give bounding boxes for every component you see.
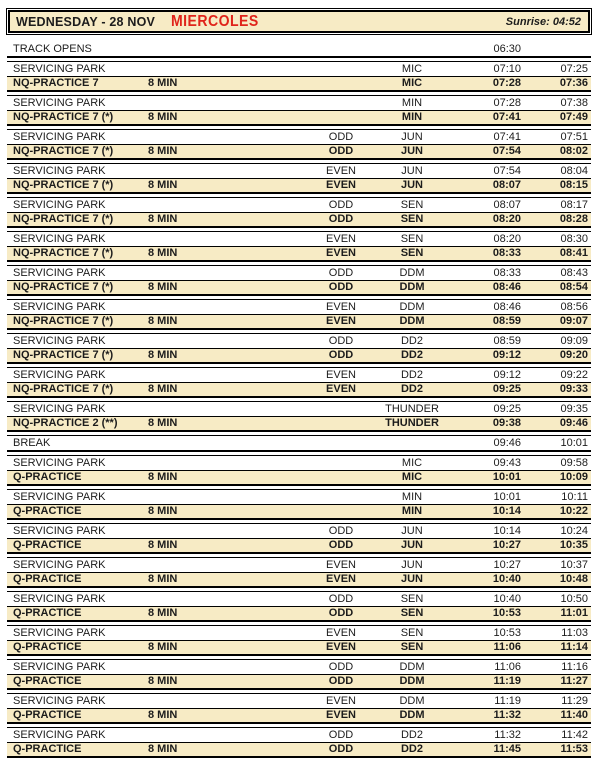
schedule-row: [7, 348, 591, 362]
schedule-row: [7, 694, 591, 708]
start-time-cell: 08:33: [493, 266, 521, 279]
category-cell: MIN: [401, 505, 423, 517]
duration-cell: 8 MIN: [148, 213, 178, 225]
parity-cell: ODD: [328, 130, 354, 143]
schedule-row: [7, 198, 591, 212]
category-cell: THUNDER: [385, 402, 439, 415]
activity-cell: TRACK OPENS: [13, 42, 92, 55]
schedule-group: [7, 265, 591, 296]
start-time-cell: 08:59: [492, 315, 521, 327]
activity-cell: SERVICING PARK: [13, 300, 106, 313]
start-time-cell: 06:30: [493, 42, 521, 55]
schedule-row: [7, 368, 591, 382]
schedule-group: [7, 299, 591, 330]
category-cell: JUN: [400, 573, 423, 585]
schedule-group: [7, 489, 591, 520]
start-time-cell: 09:12: [493, 368, 521, 381]
start-time-cell: 08:20: [493, 232, 521, 245]
category-cell: DDM: [399, 266, 425, 279]
activity-cell: NQ-PRACTICE 7 (*): [13, 281, 114, 293]
schedule-row: [7, 538, 591, 552]
activity-cell: SERVICING PARK: [13, 164, 106, 177]
category-cell: DD2: [400, 334, 423, 347]
schedule-group: [7, 557, 591, 588]
schedule-group: [7, 129, 591, 160]
activity-cell: Q-PRACTICE: [13, 505, 82, 517]
end-time-cell: 11:27: [560, 675, 588, 687]
end-time-cell: 08:17: [560, 198, 588, 211]
parity-cell: ODD: [328, 266, 354, 279]
start-time-cell: 11:32: [494, 728, 521, 741]
category-cell: JUN: [400, 145, 423, 157]
schedule-row: [7, 660, 591, 674]
parity-cell: EVEN: [326, 383, 356, 395]
category-cell: JUN: [400, 179, 423, 191]
activity-cell: NQ-PRACTICE 7: [13, 77, 99, 89]
start-time-cell: 10:14: [493, 524, 521, 537]
category-cell: SEN: [400, 247, 424, 259]
end-time-cell: 10:11: [561, 490, 588, 503]
parity-cell: EVEN: [326, 709, 356, 721]
schedule-row: [7, 164, 591, 178]
category-cell: SEN: [400, 641, 424, 653]
activity-cell: NQ-PRACTICE 7 (*): [13, 349, 114, 361]
schedule-row: [7, 246, 591, 260]
end-time-cell: 10:37: [560, 558, 588, 571]
parity-cell: ODD: [328, 349, 354, 361]
parity-cell: ODD: [328, 675, 354, 687]
end-time-cell: 09:07: [559, 315, 588, 327]
activity-cell: SERVICING PARK: [13, 232, 106, 245]
activity-cell: SERVICING PARK: [13, 592, 106, 605]
parity-cell: ODD: [328, 281, 354, 293]
category-cell: DD2: [400, 383, 423, 395]
activity-cell: SERVICING PARK: [13, 694, 106, 707]
activity-cell: NQ-PRACTICE 7 (*): [13, 111, 114, 123]
category-cell: SEN: [400, 232, 424, 245]
activity-cell: SERVICING PARK: [13, 266, 106, 279]
schedule-row: [7, 144, 591, 158]
parity-cell: EVEN: [326, 694, 356, 707]
duration-cell: 8 MIN: [148, 247, 178, 259]
end-time-cell: 07:25: [560, 62, 588, 75]
end-time-cell: 09:22: [560, 368, 588, 381]
duration-cell: 8 MIN: [148, 77, 178, 89]
category-cell: DDM: [399, 675, 425, 687]
start-time-cell: 08:46: [493, 300, 521, 313]
start-time-cell: 08:20: [492, 213, 521, 225]
parity-cell: ODD: [328, 334, 354, 347]
start-time-cell: 09:12: [492, 349, 521, 361]
start-time-cell: 09:46: [493, 436, 521, 449]
activity-cell: NQ-PRACTICE 7 (*): [13, 247, 114, 259]
activity-cell: SERVICING PARK: [13, 198, 106, 211]
activity-cell: NQ-PRACTICE 7 (*): [13, 315, 114, 327]
start-time-cell: 10:14: [492, 505, 521, 517]
category-cell: DD2: [400, 728, 423, 741]
start-time-cell: 07:28: [492, 77, 521, 89]
duration-cell: 8 MIN: [148, 417, 178, 429]
end-time-cell: 10:09: [559, 471, 588, 483]
end-time-cell: 10:48: [559, 573, 588, 585]
start-time-cell: 11:06: [493, 641, 521, 653]
activity-cell: SERVICING PARK: [13, 660, 106, 673]
category-cell: DD2: [400, 368, 423, 381]
schedule-group: [7, 693, 591, 724]
parity-cell: EVEN: [326, 573, 356, 585]
schedule-group: [7, 659, 591, 690]
end-time-cell: 08:04: [560, 164, 588, 177]
category-cell: MIC: [401, 471, 423, 483]
end-time-cell: 09:33: [559, 383, 588, 395]
start-time-cell: 08:33: [492, 247, 521, 259]
activity-cell: SERVICING PARK: [13, 558, 106, 571]
start-time-cell: 10:53: [493, 626, 521, 639]
activity-cell: Q-PRACTICE: [13, 607, 82, 619]
category-cell: MIC: [401, 62, 423, 75]
header-bar: [8, 10, 590, 33]
schedule-group: [7, 727, 591, 758]
parity-cell: ODD: [328, 728, 354, 741]
schedule-row: [7, 592, 591, 606]
start-time-cell: 10:01: [492, 471, 521, 483]
category-cell: MIC: [401, 77, 423, 89]
activity-cell: Q-PRACTICE: [13, 709, 82, 721]
schedule-group: [7, 197, 591, 228]
schedule-group: [7, 523, 591, 554]
activity-cell: Q-PRACTICE: [13, 471, 82, 483]
activity-cell: SERVICING PARK: [13, 490, 106, 503]
end-time-cell: 10:24: [560, 524, 588, 537]
duration-cell: 8 MIN: [148, 709, 178, 721]
activity-cell: NQ-PRACTICE 7 (*): [13, 383, 114, 395]
parity-cell: EVEN: [326, 641, 356, 653]
schedule-row: [7, 42, 591, 56]
parity-cell: ODD: [328, 524, 354, 537]
start-time-cell: 11:06: [494, 660, 521, 673]
duration-cell: 8 MIN: [148, 111, 178, 123]
schedule-group: [7, 333, 591, 364]
schedule-row: [7, 300, 591, 314]
end-time-cell: 09:58: [560, 456, 588, 469]
end-time-cell: 08:54: [559, 281, 588, 293]
schedule-row: [7, 314, 591, 328]
parity-cell: ODD: [328, 743, 354, 755]
start-time-cell: 07:28: [493, 96, 521, 109]
start-time-cell: 11:19: [493, 675, 521, 687]
end-time-cell: 09:46: [559, 417, 588, 429]
schedule-row: [7, 728, 591, 742]
end-time-cell: 10:22: [559, 505, 588, 517]
category-cell: JUN: [401, 524, 423, 537]
start-time-cell: 09:25: [493, 402, 521, 415]
parity-cell: ODD: [328, 198, 354, 211]
start-time-cell: 08:07: [492, 179, 521, 191]
end-time-cell: 11:40: [560, 709, 588, 721]
category-cell: JUN: [401, 164, 423, 177]
category-cell: MIC: [401, 456, 423, 469]
schedule-table: [7, 42, 591, 758]
category-cell: JUN: [401, 130, 423, 143]
start-time-cell: 10:40: [493, 592, 521, 605]
parity-cell: EVEN: [326, 232, 356, 245]
end-time-cell: 11:29: [561, 694, 588, 707]
end-time-cell: 11:53: [560, 743, 588, 755]
duration-cell: 8 MIN: [148, 471, 178, 483]
end-time-cell: 08:56: [560, 300, 588, 313]
schedule-group: [7, 401, 591, 432]
duration-cell: 8 MIN: [148, 281, 178, 293]
parity-cell: EVEN: [326, 315, 356, 327]
parity-cell: EVEN: [326, 164, 356, 177]
category-cell: MIN: [401, 96, 423, 109]
parity-cell: EVEN: [326, 626, 356, 639]
end-time-cell: 08:43: [560, 266, 588, 279]
day-title-spanish: MIERCOLES: [171, 12, 259, 30]
parity-cell: EVEN: [326, 247, 356, 259]
schedule-row: [7, 674, 591, 688]
schedule-row: [7, 708, 591, 722]
schedule-group: [7, 367, 591, 398]
start-time-cell: 09:38: [492, 417, 521, 429]
schedule-group: [7, 42, 591, 58]
category-cell: DDM: [399, 300, 425, 313]
schedule-row: [7, 76, 591, 90]
end-time-cell: 08:30: [560, 232, 588, 245]
category-cell: DD2: [400, 349, 423, 361]
end-time-cell: 11:14: [560, 641, 588, 653]
category-cell: THUNDER: [385, 417, 439, 429]
schedule-row: [7, 212, 591, 226]
start-time-cell: 07:54: [493, 164, 521, 177]
start-time-cell: 08:07: [493, 198, 521, 211]
category-cell: SEN: [400, 626, 424, 639]
schedule-group: [7, 95, 591, 126]
schedule-row: [7, 524, 591, 538]
activity-cell: SERVICING PARK: [13, 524, 106, 537]
activity-cell: SERVICING PARK: [13, 62, 106, 75]
duration-cell: 8 MIN: [148, 675, 178, 687]
end-time-cell: 07:49: [559, 111, 588, 123]
schedule-group: [7, 625, 591, 656]
duration-cell: 8 MIN: [148, 573, 178, 585]
schedule-group: [7, 163, 591, 194]
end-time-cell: 09:09: [560, 334, 588, 347]
schedule-row: [7, 130, 591, 144]
activity-cell: SERVICING PARK: [13, 456, 106, 469]
activity-cell: SERVICING PARK: [13, 130, 106, 143]
start-time-cell: 10:01: [493, 490, 521, 503]
category-cell: DD2: [400, 743, 423, 755]
start-time-cell: 11:19: [494, 694, 521, 707]
start-time-cell: 10:27: [492, 539, 521, 551]
duration-cell: 8 MIN: [148, 315, 178, 327]
activity-cell: Q-PRACTICE: [13, 675, 82, 687]
schedule-group: [7, 435, 591, 452]
parity-cell: ODD: [328, 145, 354, 157]
category-cell: DDM: [399, 315, 425, 327]
category-cell: DDM: [399, 660, 425, 673]
duration-cell: 8 MIN: [148, 349, 178, 361]
schedule-group: [7, 231, 591, 262]
end-time-cell: 11:16: [561, 660, 588, 673]
activity-cell: NQ-PRACTICE 7 (*): [13, 213, 114, 225]
duration-cell: 8 MIN: [148, 383, 178, 395]
start-time-cell: 11:32: [493, 709, 521, 721]
activity-cell: Q-PRACTICE: [13, 641, 82, 653]
start-time-cell: 08:59: [493, 334, 521, 347]
parity-cell: EVEN: [326, 300, 356, 313]
schedule-row: [7, 470, 591, 484]
start-time-cell: 10:40: [492, 573, 521, 585]
duration-cell: 8 MIN: [148, 145, 178, 157]
schedule-row: [7, 626, 591, 640]
activity-cell: Q-PRACTICE: [13, 573, 82, 585]
end-time-cell: 08:28: [559, 213, 588, 225]
parity-cell: ODD: [328, 607, 354, 619]
start-time-cell: 09:25: [492, 383, 521, 395]
activity-cell: NQ-PRACTICE 7 (*): [13, 179, 114, 191]
duration-cell: 8 MIN: [148, 743, 178, 755]
duration-cell: 8 MIN: [148, 179, 178, 191]
end-time-cell: 09:20: [559, 349, 588, 361]
category-cell: SEN: [400, 213, 424, 225]
category-cell: MIN: [401, 490, 423, 503]
schedule-row: [7, 606, 591, 620]
end-time-cell: 08:15: [559, 179, 588, 191]
category-cell: DDM: [399, 709, 425, 721]
schedule-row: [7, 334, 591, 348]
parity-cell: ODD: [328, 539, 354, 551]
duration-cell: 8 MIN: [148, 539, 178, 551]
activity-cell: Q-PRACTICE: [13, 743, 82, 755]
category-cell: SEN: [400, 607, 424, 619]
schedule-row: [7, 382, 591, 396]
end-time-cell: 11:03: [561, 626, 588, 639]
parity-cell: EVEN: [326, 179, 356, 191]
end-time-cell: 07:36: [559, 77, 588, 89]
day-title: WEDNESDAY - 28 NOV: [16, 14, 156, 29]
schedule-row: [7, 110, 591, 124]
schedule-row: [7, 640, 591, 654]
category-cell: SEN: [400, 592, 424, 605]
end-time-cell: 07:38: [560, 96, 588, 109]
schedule-group: [7, 455, 591, 486]
start-time-cell: 10:27: [493, 558, 521, 571]
schedule-row: [7, 742, 591, 756]
category-cell: MIN: [401, 111, 423, 123]
category-cell: DDM: [399, 694, 425, 707]
activity-cell: NQ-PRACTICE 2 (**): [13, 417, 118, 429]
category-cell: DDM: [399, 281, 425, 293]
end-time-cell: 08:02: [559, 145, 588, 157]
schedule-row: [7, 402, 591, 416]
schedule-row: [7, 504, 591, 518]
activity-cell: SERVICING PARK: [13, 402, 106, 415]
schedule-group: [7, 591, 591, 622]
schedule-group: [7, 61, 591, 92]
activity-cell: SERVICING PARK: [13, 334, 106, 347]
parity-cell: ODD: [328, 660, 354, 673]
end-time-cell: 07:51: [560, 130, 588, 143]
schedule-row: [7, 572, 591, 586]
parity-cell: EVEN: [326, 558, 356, 571]
activity-cell: SERVICING PARK: [13, 728, 106, 741]
schedule-row: [7, 62, 591, 76]
schedule-row: [7, 490, 591, 504]
parity-cell: ODD: [328, 592, 354, 605]
sunrise-label: Sunrise: 04:52: [505, 15, 581, 28]
schedule-row: [7, 416, 591, 430]
schedule-row: [7, 232, 591, 246]
start-time-cell: 07:10: [493, 62, 521, 75]
parity-cell: ODD: [328, 213, 354, 225]
activity-cell: BREAK: [13, 436, 51, 449]
duration-cell: 8 MIN: [148, 607, 178, 619]
start-time-cell: 07:54: [492, 145, 521, 157]
start-time-cell: 10:53: [492, 607, 521, 619]
activity-cell: SERVICING PARK: [13, 96, 106, 109]
schedule-row: [7, 456, 591, 470]
category-cell: SEN: [400, 198, 424, 211]
start-time-cell: 09:43: [493, 456, 521, 469]
activity-cell: SERVICING PARK: [13, 626, 106, 639]
schedule-row: [7, 178, 591, 192]
category-cell: JUN: [401, 558, 423, 571]
parity-cell: EVEN: [326, 368, 356, 381]
schedule-row: [7, 96, 591, 110]
end-time-cell: 08:41: [559, 247, 588, 259]
schedule-row: [7, 266, 591, 280]
end-time-cell: 10:01: [560, 436, 588, 449]
category-cell: JUN: [400, 539, 423, 551]
start-time-cell: 07:41: [493, 130, 521, 143]
schedule-row: [7, 436, 591, 450]
activity-cell: NQ-PRACTICE 7 (*): [13, 145, 114, 157]
activity-cell: SERVICING PARK: [13, 368, 106, 381]
start-time-cell: 07:41: [492, 111, 521, 123]
duration-cell: 8 MIN: [148, 505, 178, 517]
start-time-cell: 11:45: [493, 743, 521, 755]
end-time-cell: 11:42: [561, 728, 588, 741]
end-time-cell: 10:50: [560, 592, 588, 605]
schedule-row: [7, 280, 591, 294]
duration-cell: 8 MIN: [148, 641, 178, 653]
schedule-row: [7, 558, 591, 572]
end-time-cell: 09:35: [560, 402, 588, 415]
activity-cell: Q-PRACTICE: [13, 539, 82, 551]
end-time-cell: 11:01: [560, 607, 588, 619]
end-time-cell: 10:35: [559, 539, 588, 551]
start-time-cell: 08:46: [492, 281, 521, 293]
